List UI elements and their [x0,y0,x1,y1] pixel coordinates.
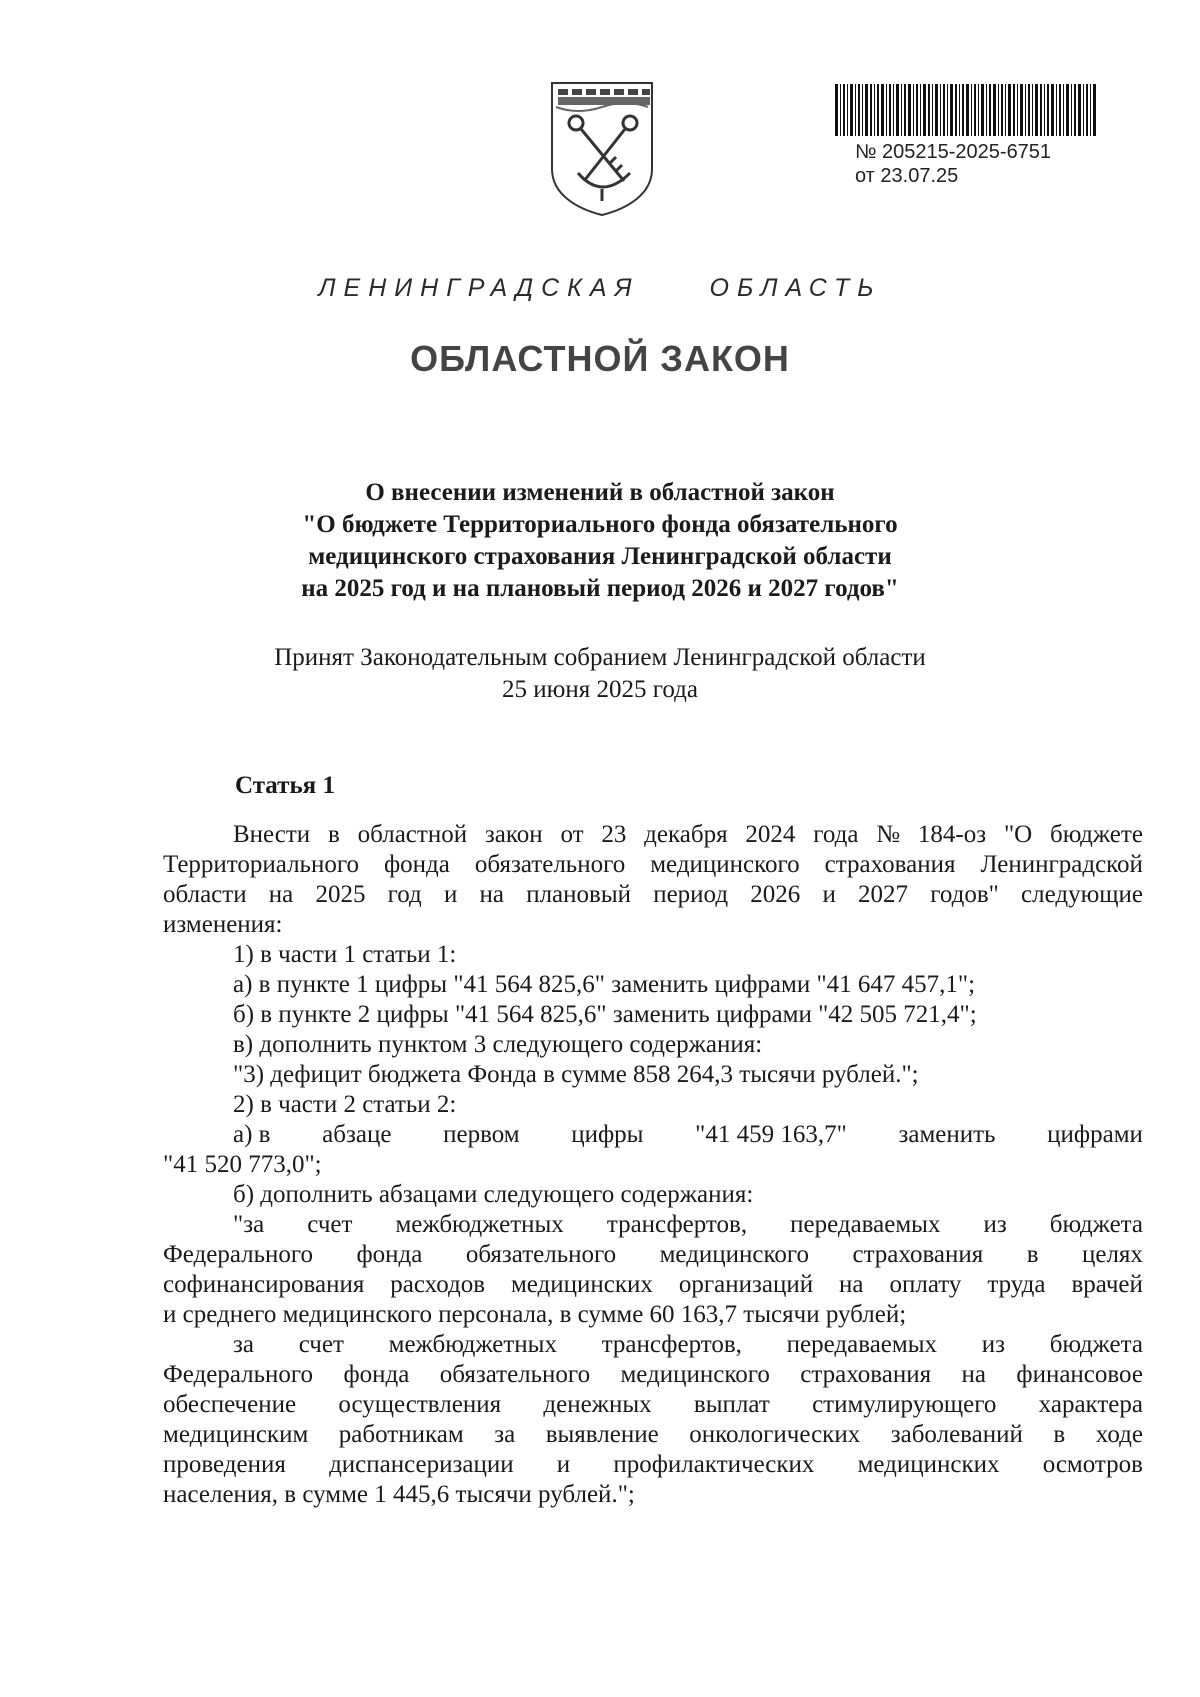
word: "за [233,1211,265,1238]
word: трансфертов, [601,1331,742,1358]
body-line: изменения: [163,911,283,938]
adoption-line: 25 июня 2025 года [502,676,698,703]
word: медицинского [659,1241,810,1268]
word: год [387,881,422,908]
word: 2024 [745,821,796,848]
word: абзаце [322,1121,392,1148]
word: а) в [233,1121,271,1148]
word: фонда [383,851,450,878]
word: 2027 [858,881,909,908]
word: за [494,1421,516,1448]
word: из [981,1331,1005,1358]
body-line [163,1419,1143,1451]
word: осуществления [338,1391,502,1418]
word: из [983,1211,1007,1238]
word: страхования [852,1241,984,1268]
word: фонда [343,1361,410,1388]
word: расходов [390,1271,486,1298]
word: № [876,821,901,848]
word: Федерального [163,1241,314,1268]
body-line: в) дополнить пунктом 3 следующего содержания: [233,1031,763,1058]
word: первом [443,1121,520,1148]
word: Территориального [163,851,359,878]
word: в [328,821,340,848]
word: счет [298,1331,344,1358]
word: стимулирующего [812,1391,997,1418]
adoption-note [100,642,1100,706]
word: выявление [545,1421,659,1448]
law-title-line: медицинского страхования Ленинградской области [308,543,892,570]
body-line: и среднего медицинского персонала, в сумме 60 163,7 тысячи рублей; [163,1301,907,1328]
word: Ленинградской [980,851,1143,878]
word: 2025 [315,881,366,908]
word: обязательного [439,1361,591,1388]
word: медицинских [510,1271,653,1298]
adoption-line: Принят Законодательным собранием Ленинградской области [274,644,926,671]
body-line: 2) в части 2 статьи 2: [233,1091,457,1118]
registration-block [855,140,1051,188]
word: ходе [1095,1421,1143,1448]
word: в [1026,1241,1039,1268]
word: медицинских [857,1451,1000,1478]
word: бюджете [1050,821,1143,848]
word: выплат [693,1391,770,1418]
body-line: "41 520 773,0"; [163,1151,322,1178]
word: оплату [889,1271,962,1298]
word: 184-оз [917,821,987,848]
region-word: ОБЛАСТЬ [709,274,882,302]
word: осмотров [1042,1451,1143,1478]
word: бюджета [1049,1331,1143,1358]
word: на [268,881,294,908]
word: и [556,1451,571,1478]
body-line [163,1449,1143,1481]
region-word: ЛЕНИНГРАДСКАЯ [318,274,640,302]
word: финансовое [1016,1361,1143,1388]
body-line [233,1209,1143,1241]
word: "О [1003,821,1033,848]
body-line [233,1119,1143,1151]
word: межбюджетных [395,1211,564,1238]
word: страхования [824,851,956,878]
body-line [163,1389,1143,1421]
word: 2026 [750,881,801,908]
word: передаваемых [790,1211,941,1238]
word: на [961,1361,986,1388]
word: онкологических [689,1421,861,1448]
word: заменить [898,1121,996,1148]
region-name [0,274,1200,303]
word: обязательного [465,1241,617,1268]
body-line: б) дополнить абзацами следующего содержания: [233,1181,754,1208]
word: "41 459 163,7" [695,1121,847,1148]
word: заболеваний [890,1421,1023,1448]
body-line [233,819,1143,851]
word: обязательного [474,851,626,878]
word: обеспечение [163,1391,297,1418]
body-line [163,1239,1143,1271]
word: передаваемых [786,1331,937,1358]
body-line [163,1359,1143,1391]
word: и [443,881,458,908]
body-line [163,849,1143,881]
barcode [835,84,1097,136]
word: Внести [233,821,311,848]
word: годов" [930,881,999,908]
coat-of-arms-emblem [548,77,656,217]
word: декабря [644,821,728,848]
body-line: 1) в части 1 статьи 1: [233,941,457,968]
word: плановый [526,881,632,908]
word: на [479,881,505,908]
word: закон [484,821,543,848]
word: цифрами [1047,1121,1143,1148]
word: и [822,881,836,908]
word: фонда [356,1241,423,1268]
word: врачей [1071,1271,1143,1298]
word: от [560,821,584,848]
body-line [163,879,1143,911]
law-title-line: О внесении изменений в областной закон [365,479,835,506]
body-line: "3) дефицит бюджета Фонда в сумме 858 264,3 тысячи рублей."; [233,1061,919,1088]
word: целях [1081,1241,1143,1268]
word: счет [307,1211,353,1238]
word: цифры [571,1121,644,1148]
registration-number: № 205215-2025-6751 [855,141,1052,163]
word: за [233,1331,254,1358]
word: трансфертов, [606,1211,748,1238]
word: страхования [800,1361,932,1388]
word: профилактических [613,1451,815,1478]
word: в [1053,1421,1066,1448]
word: период [653,881,729,908]
word: Федерального [163,1361,314,1388]
word: характера [1038,1391,1143,1418]
word: диспансеризации [329,1451,514,1478]
word: денежных [543,1391,652,1418]
law-title [100,477,1100,605]
word: 23 [601,821,627,848]
law-title-line: на 2025 год и на плановый период 2026 и 2027 годов" [301,575,899,602]
word: следующие [1021,881,1143,908]
word: года [813,821,859,848]
law-type-heading: ОБЛАСТНОЙ ЗАКОН [410,338,790,379]
word: проведения [163,1451,286,1478]
word: медицинского [650,851,800,878]
body-line: населения, в сумме 1 445,6 тысячи рублей."; [163,1481,635,1508]
word: медицинского [620,1361,770,1388]
registration-date: от 23.07.25 [855,165,959,187]
word: бюджета [1049,1211,1143,1238]
word: труда [987,1271,1046,1298]
word: софинансирования [163,1271,365,1298]
word: работникам [338,1421,464,1448]
body-line [163,1269,1143,1301]
word: областной [357,821,468,848]
body-line: а) в пункте 1 цифры "41 564 825,6" заменить цифрами "41 647 457,1"; [233,971,976,998]
word: медицинским [163,1421,309,1448]
word: организаций [678,1271,814,1298]
body-line [233,1329,1143,1361]
law-title-line: "О бюджете Территориального фонда обязательного [302,511,898,538]
word: области [163,881,247,908]
body-line: б) в пункте 2 цифры "41 564 825,6" заменить цифрами "42 505 721,4"; [233,1001,977,1028]
word: на [839,1271,864,1298]
word: межбюджетных [388,1331,557,1358]
article-heading: Статья 1 [235,772,335,799]
